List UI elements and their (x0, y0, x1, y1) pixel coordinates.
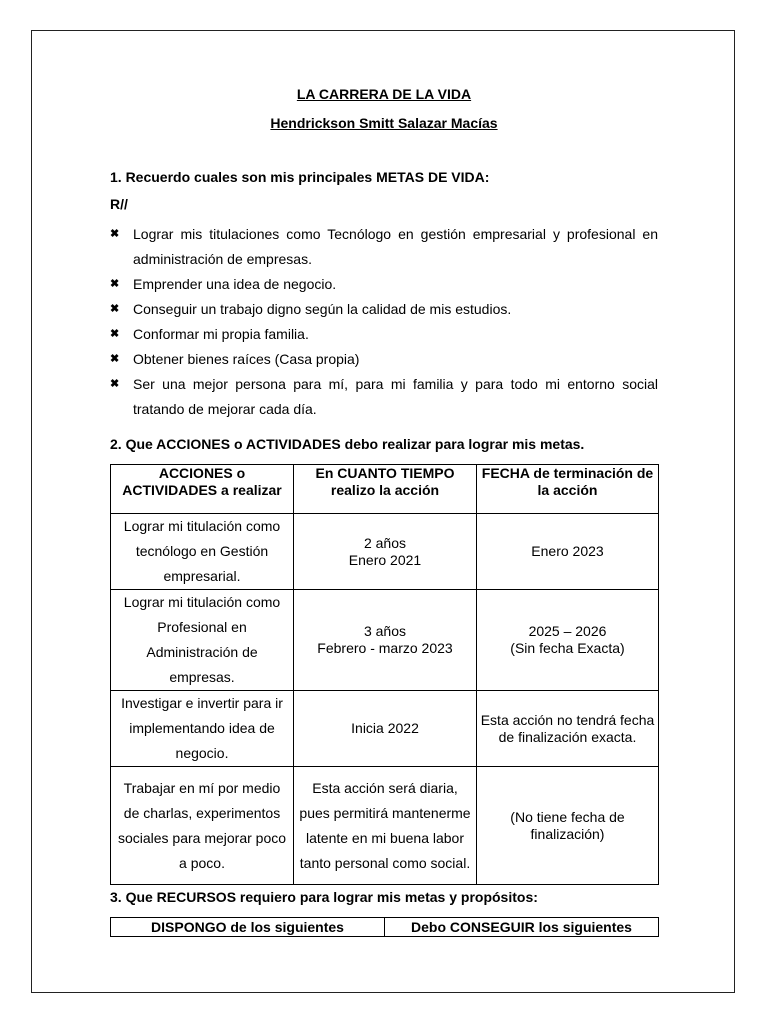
action-cell: Trabajar en mí por medio de charlas, experimentos sociales para mejorar poco a poco. (111, 767, 294, 885)
action-cell: Lograr mi titulación como tecnólogo en Gestión empresarial. (111, 514, 294, 590)
table-row (111, 691, 659, 767)
x-mark-icon: ✖ (110, 303, 120, 315)
goals-list (110, 222, 658, 422)
goal-item: ✖ Ser una mejor persona para mí, para mi familia y para todo mi entorno social tratando de mejorar cada día. (110, 372, 658, 422)
actions-table (110, 464, 659, 885)
goal-item: ✖ Lograr mis titulaciones como Tecnólogo en gestión empresarial y profesional en administración de empresas. (110, 222, 658, 272)
response-marker: R// (110, 196, 128, 212)
action-cell: Lograr mi titulación como Profesional en Administración de empresas. (111, 590, 294, 691)
column-header-time: En CUANTO TIEMPO realizo la acción (294, 465, 477, 514)
question-2: 2. Que ACCIONES o ACTIVIDADES debo realizar para lograr mis metas. (110, 436, 585, 452)
goal-item: ✖ Emprender una idea de negocio. (110, 272, 658, 297)
table-row (111, 767, 659, 885)
resources-table (110, 917, 659, 937)
x-mark-icon: ✖ (110, 378, 120, 390)
time-cell: 2 años Enero 2021 (294, 514, 477, 590)
time-cell: 3 años Febrero - marzo 2023 (294, 590, 477, 691)
column-header-end-date: FECHA de terminación de la acción (477, 465, 659, 514)
time-cell: Inicia 2022 (294, 691, 477, 767)
table-row (111, 514, 659, 590)
question-3: 3. Que RECURSOS requiero para lograr mis metas y propósitos: (110, 889, 538, 905)
action-cell: Investigar e invertir para ir implementando idea de negocio. (111, 691, 294, 767)
goal-item: ✖ Conseguir un trabajo digno según la calidad de mis estudios. (110, 297, 658, 322)
end-date-cell: (No tiene fecha de finalización) (477, 767, 659, 885)
end-date-cell: Enero 2023 (477, 514, 659, 590)
column-header-need: Debo CONSEGUIR los siguientes (385, 918, 659, 937)
x-mark-icon: ✖ (110, 353, 120, 365)
x-mark-icon: ✖ (110, 328, 120, 340)
table-header-row (111, 465, 659, 514)
x-mark-icon: ✖ (110, 228, 120, 240)
goal-item: ✖ Conformar mi propia familia. (110, 322, 658, 347)
x-mark-icon: ✖ (110, 278, 120, 290)
question-1: 1. Recuerdo cuales son mis principales METAS DE VIDA: (110, 169, 490, 185)
column-header-actions: ACCIONES o ACTIVIDADES a realizar (111, 465, 294, 514)
table-row (111, 590, 659, 691)
document-title: LA CARRERA DE LA VIDA (296, 86, 472, 102)
document-author: Hendrickson Smitt Salazar Macías (270, 115, 498, 131)
table-header-row (111, 918, 659, 937)
end-date-cell: 2025 – 2026 (Sin fecha Exacta) (477, 590, 659, 691)
column-header-have: DISPONGO de los siguientes (111, 918, 385, 937)
time-cell: Esta acción será diaria, pues permitirá mantenerme latente en mi buena labor tanto personal como social. (294, 767, 477, 885)
end-date-cell: Esta acción no tendrá fecha de finalización exacta. (477, 691, 659, 767)
goal-item: ✖ Obtener bienes raíces (Casa propia) (110, 347, 658, 372)
